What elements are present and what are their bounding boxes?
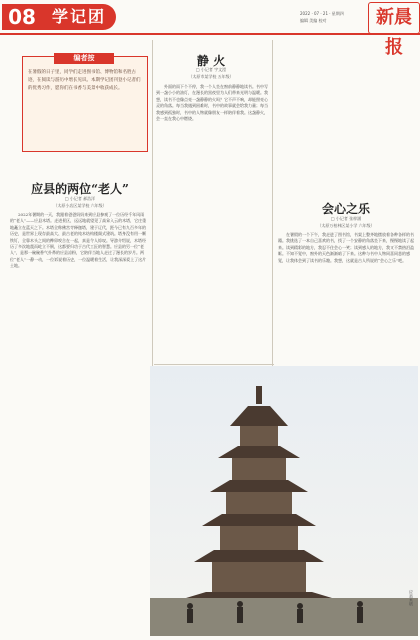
article-right-school: （太原万柏林区某小学 六年级） [317,223,375,228]
article-left-school: （太原小店区某学校 六年级） [53,203,107,208]
column-divider-mid [272,40,273,366]
article-mid-author: □ 小记者 宇文滢 [195,67,227,72]
photo-divider [154,364,274,365]
editor-note-box [22,56,148,152]
article-right-author: □ 小记者 张梓涵 [330,216,362,221]
article-right-title: 会心之乐 [321,202,370,216]
article-mid-school: （太原市某学校 五年级） [188,74,234,79]
date-line: 2022 · 07 · 21 · 星期四 [300,11,344,16]
section-title: 学记团 [42,4,116,30]
article-right-body: 在暑假的一个下午，我走进了图书馆，书架上整齐地摆放着各种各样的书籍。我挑选了一本自己喜欢的书，找了一个安静的角落坐下来，慢慢地读了起来。读到精彩的地方，我忍不住会心一笑；读到感人的地方，我又不禁热泪盈眶。不知不觉中，窗外的天色渐渐暗了下来。这种与书中人物同喜同悲的感觉，让我体会到了读书的乐趣。我想，这就是古人所说的“会心之乐”吧。 [278,232,414,263]
article-mid-title: 静 火 [196,54,226,68]
article-left-title: 应县的两位“老人” [31,182,129,196]
header-meta [300,10,360,24]
editor-line: 编辑 美编 校对 [300,18,327,23]
header-rule [0,33,420,35]
article-left-body: 2022年暑期的一天，我跟着爸爸妈妈来到应县参观了一位历经千年风雨的“老人”——应县木塔。走进景区，远远地就望见了高耸入云的木塔，它庄重地矗立在蓝天之下。木塔全称佛宫寺释迦塔，建于辽代，距今已有九百多年的历史，是世界上现存最高大、最古老的纯木结构楼阁式建筑。塔身没有用一颗铁钉，全靠木头之间的榫卯咬合在一起，真是令人惊叹。导游介绍说，木塔经历了多次地震而屹立不倒，这都要归功于古代工匠的智慧。应县的另一位“老人”，是那一碗碗香气扑鼻的应县凉粉，它陪伴当地人走过了漫长的岁月。两位“老人”一静一动，一位诉说着历史，一位温暖着生活，让我深深爱上了这片土地。 [10,212,147,269]
editor-note-body: 在暑假的日子里，同学们走进图书馆、博物馆和名胜古迹，在阅读与游历中增长见识。本期学记团刊登小记者们的优秀习作，愿你们在书香与美景中收获成长。 [28,70,141,91]
article-mid-body: 外面的雨下个不停，我一个人坐在窗前静静地读书。书中写到一盏小小的油灯，在漫长的黑夜里为人们带来光明与温暖。我想，读书不也像点亮一盏静静的火吗？它不声不响，却能照亮心灵的角落。每当我遇到困难时，书中的故事就会给我力量；每当我感到孤独时，书中的人物就像朋友一样陪伴着我。这盏静火，会一直在我心中燃烧。 [156,84,268,122]
newspaper-logo: 新晨报 [368,2,420,34]
photo-caption: 应县木塔 [409,590,414,606]
pagoda-photo [150,366,418,636]
page-number: 08 [2,4,42,30]
editor-note-tag: 编者按 [54,53,114,64]
article-left-author: □ 小记者 郝浩洋 [64,196,96,201]
